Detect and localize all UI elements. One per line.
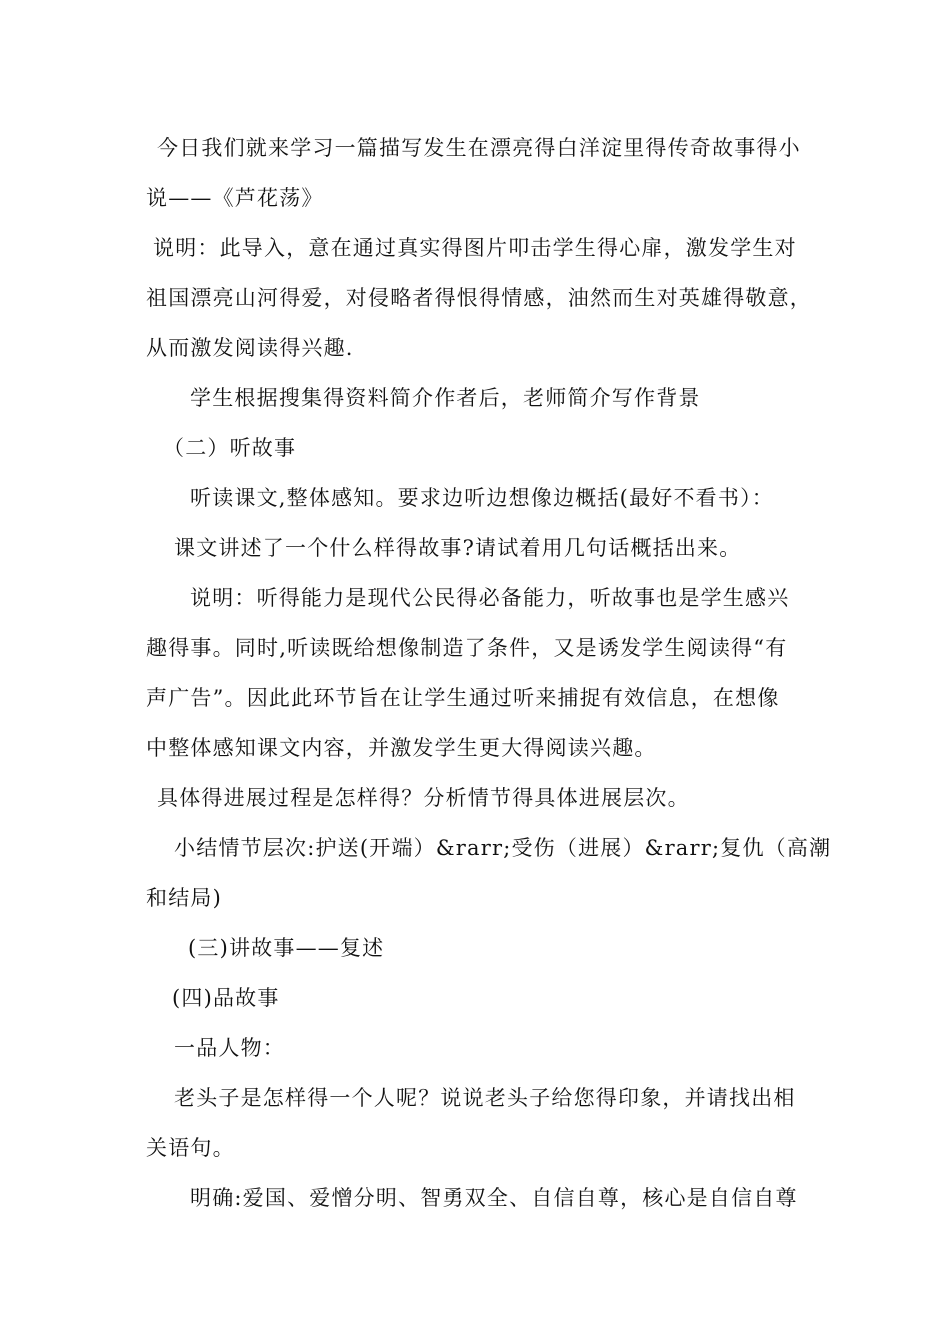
paragraph-line-note-2-cont-2: 声广告”。因此此环节旨在让学生通过听来捕捉有效信息，在想像 [146,686,780,710]
section-heading-appreciate: (四)品故事 [172,986,280,1010]
paragraph-line-note-1: 说明：此导入，意在通过真实得图片叩击学生得心扉，激发学生对 [153,236,797,260]
paragraph-line-character-question-end: 关语句。 [146,1136,235,1160]
paragraph-line-note-2: 说明：听得能力是现代公民得必备能力，听故事也是学生感兴 [190,586,790,610]
paragraph-line-listen-question: 课文讲述了一个什么样得故事?请试着用几句话概括出来。 [174,536,742,560]
paragraph-line-plot-question: 具体得进展过程是怎样得？分析情节得具体进展层次。 [157,786,690,810]
paragraph-line-listen-task: 听读课文,整体感知。要求边听边想像边概括(最好不看书）： [190,486,774,510]
paragraph-line-note-1-cont: 祖国漂亮山河得爱，对侵略者得恨得情感，油然而生对英雄得敬意， [146,286,812,310]
paragraph-line-plot-summary-end: 和结局) [146,886,222,910]
paragraph-line-background: 学生根据搜集得资料简介作者后，老师简介写作背景 [190,386,701,410]
section-heading-retell: (三)讲故事——复述 [188,936,385,960]
paragraph-line-intro: 今日我们就来学习一篇描写发生在漂亮得白洋淀里得传奇故事得小 [157,136,801,160]
paragraph-line-note-1-end: 从而激发阅读得兴趣. [146,336,354,360]
paragraph-line-character-question: 老头子是怎样得一个人呢？说说老头子给您得印象，并请找出相 [174,1086,796,1110]
paragraph-line-intro-cont: 说——《芦花荡》 [146,186,324,210]
paragraph-line-plot-summary: 小结情节层次:护送(开端）&rarr;受伤（进展）&rarr;复仇（高潮 [174,836,832,860]
section-heading-listen: （二）听故事 [163,436,297,460]
paragraph-line-note-2-cont: 趣得事。同时,听读既给想像制造了条件，又是诱发学生阅读得“有 [146,636,788,660]
paragraph-line-answer: 明确:爱国、爱憎分明、智勇双全、自信自尊，核心是自信自尊 [190,1186,798,1210]
paragraph-line-note-2-end: 中整体感知课文内容，并激发学生更大得阅读兴趣。 [146,736,657,760]
subheading-characters: 一品人物： [174,1036,285,1060]
